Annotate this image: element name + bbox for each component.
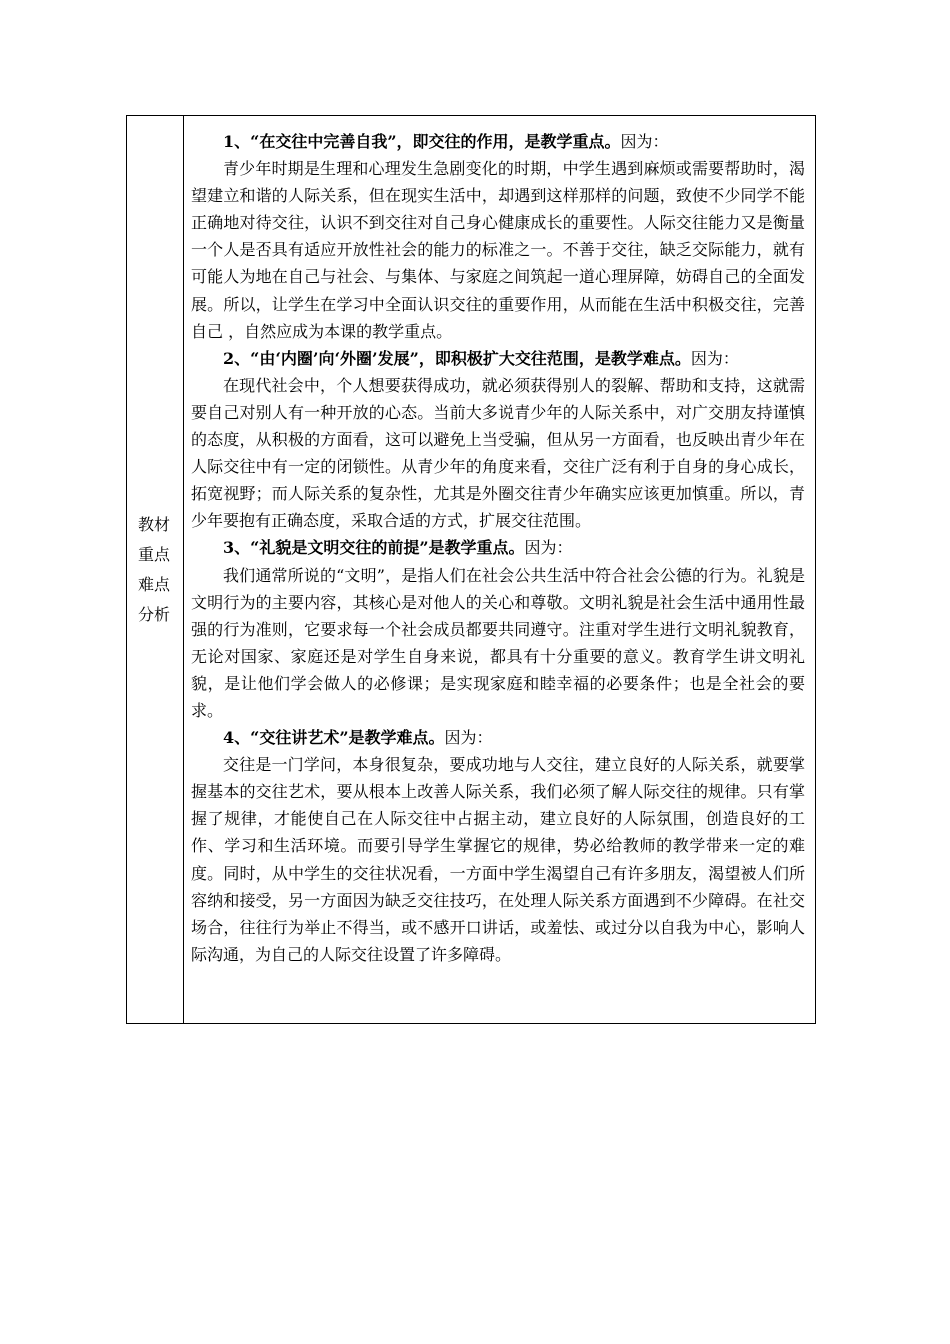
label-cell xyxy=(127,116,184,1023)
section-2-heading xyxy=(191,345,805,372)
section-4-heading-bold: 4、“交往讲艺术”是教学难点。 xyxy=(223,728,445,748)
content-cell xyxy=(184,116,815,1023)
section-1-heading-rest: 因为： xyxy=(620,132,669,151)
section-1-heading xyxy=(191,128,805,155)
section-4-heading xyxy=(191,724,805,751)
section-4-paragraph: 交往是一门学问，本身很复杂，要成功地与人交往，建立良好的人际关系，就要掌握基本的交往艺术，要从根本上改善人际关系，我们必须了解人际交往的规律。只有掌握了规律，才能使自己在人际交往中占据主动，建立良好的人际氛围，创造良好的工作、学习和生活环境。而要引导学生掌握它的规律，势必给教师的教学带来一定的难度。同时，从中学生的交往状况看，一方面中学生渴望自己有许多朋友，渴望被人们所容纳和接受，另一方面因为缺乏交往技巧，在处理人际关系方面遇到不少障碍。在社交场合，往往行为举止不得当，或不感开口讲话，或羞怯、或过分以自我为中心，影响人际沟通，为自己的人际交往设置了许多障碍。 xyxy=(191,755,805,964)
section-1-heading-bold: 1、“在交往中完善自我”，即交往的作用，是教学重点。 xyxy=(223,132,621,151)
section-2-paragraph: 在现代社会中，个人想要获得成功，就必须获得别人的裂解、帮助和支持，这就需要自己对别人有一种开放的心态。当前大多说青少年的人际关系中，对广交朋友持谨慎的态度，从积极的方面看，这可以避免上当受骗，但从另一方面看，也反映出青少年在人际交往中有一定的闭锁性。从青少年的角度来看，交往广泛有利于自身的身心成长，拓宽视野；而人际关系的复杂性，尤其是外圈交往青少年确实应该更加慎重。所以，青少年要抱有正确态度，采取合适的方式，扩展交往范围。 xyxy=(191,375,805,531)
section-3-heading-bold: 3、“礼貌是文明交往的前提”是教学重点。 xyxy=(223,538,525,558)
analysis-table xyxy=(126,115,816,1024)
row-label: 教材重点难点分析 xyxy=(138,514,171,624)
section-4-heading-rest: 因为： xyxy=(444,728,493,748)
section-1-paragraph: 青少年时期是生理和心理发生急剧变化的时期，中学生遇到麻烦或需要帮助时，渴望建立和谐的人际关系，但在现实生活中，却遇到这样那样的问题，致使不少同学不能正确地对待交往，认识不到交往对自己身心健康成长的重要性。人际交往能力又是衡量一个人是否具有适应开放性社会的能力的标准之一。不善于交往，缺乏交际能力，就有可能人为地在自己与社会、与集体、与家庭之间筑起一道心理屏障，妨碍自己的全面发展。所以，让学生在学习中全面认识交往的重要作用，从而能在生活中积极交往，完善自己 ，自然应成为本课的教学重点。 xyxy=(191,159,805,341)
section-3-paragraph: 我们通常所说的“文明”，是指人们在社会公共生活中符合社会公德的行为。礼貌是文明行为的主要内容，其核心是对他人的关心和尊敬。文明礼貌是社会生活中通用性最强的行为准则，它要求每一个社会成员都要共同遵守。注重对学生进行文明礼貌教育，无论对国家、家庭还是对学生自身来说，都具有十分重要的意义。教育学生讲文明礼貌，是让他们学会做人的必修课；是实现家庭和睦幸福的必要条件；也是全社会的要求。 xyxy=(191,565,805,720)
section-3-heading-rest: 因为： xyxy=(524,538,573,558)
section-2-heading-rest: 因为： xyxy=(690,348,739,368)
section-3-heading xyxy=(191,534,805,561)
section-2-heading-bold: 2、“由‘内圈’向‘外圈’发展”，即积极扩大交往范围，是教学难点。 xyxy=(223,348,691,368)
